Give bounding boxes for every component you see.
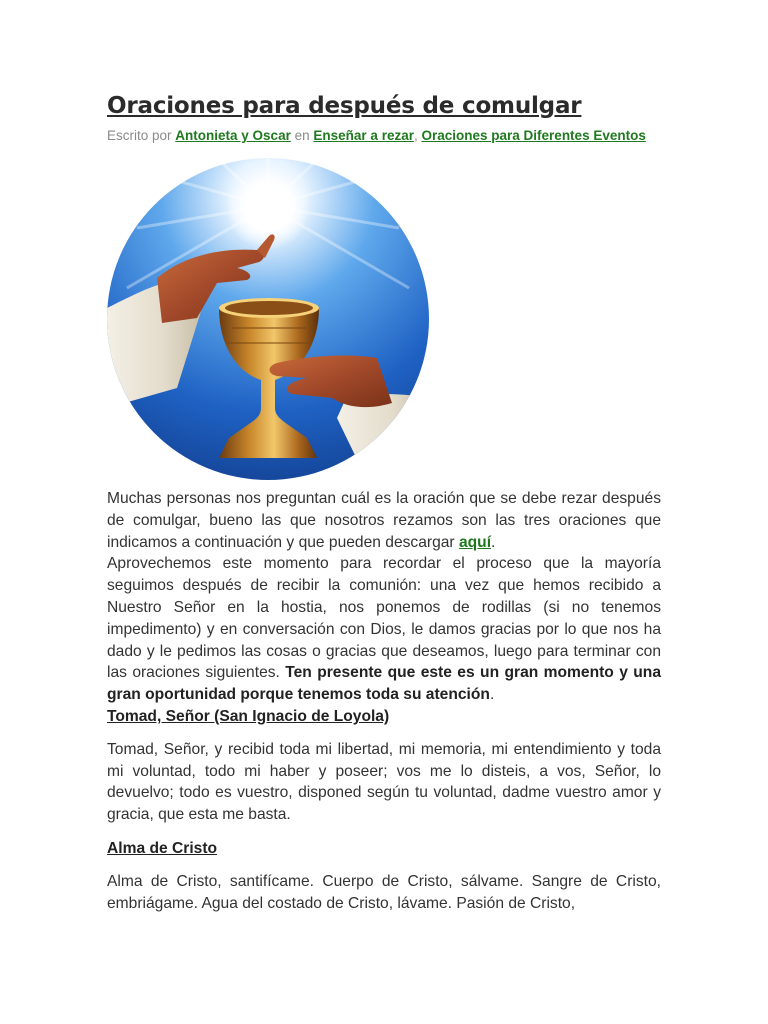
chalice-and-host-icon — [107, 158, 429, 480]
in-label: en — [294, 128, 310, 143]
intro-paragraph-1-text: Muchas personas nos preguntan cuál es la oración que se debe rezar después de comulgar, bueno las que nosotros rezamos son las tres oraciones que indicamos a continuación y que pueden descargar — [107, 490, 661, 551]
download-link[interactable]: aquí — [458, 533, 492, 551]
article-body — [107, 488, 661, 914]
article — [107, 90, 661, 914]
intro-paragraph-2-bold: Ten presente que este es un gran momento y una gran oportunidad porque tenemos toda su atención — [107, 664, 661, 704]
author-link[interactable]: Antonieta y Oscar — [175, 128, 291, 143]
section-text-alma: Alma de Cristo, santifícame. Cuerpo de Cristo, sálvame. Sangre de Cristo, embriágame. Agua del costado de Cristo, lávame. Pasión de Cristo, — [107, 872, 661, 912]
intro-paragraph-2 — [107, 553, 661, 706]
section-heading-tomad: Tomad, Señor (San Ignacio de Loyola) — [107, 707, 390, 725]
article-meta — [107, 127, 661, 145]
section-text-tomad: Tomad, Señor, y recibid toda mi libertad, mi memoria, mi entendimiento y toda mi voluntad, todo mi haber y poseer; vos me lo disteis, a vos, Señor, lo devuelvo; todo es vuestro, disponed según tu voluntad, dadme vuestro amor y gracia, que esta me basta. — [107, 740, 661, 824]
section-heading-alma: Alma de Cristo — [107, 839, 218, 857]
intro-paragraph-1 — [107, 488, 661, 553]
category-link-eventos[interactable]: Oraciones para Diferentes Eventos — [421, 128, 646, 143]
page-title: Oraciones para después de comulgar — [107, 93, 582, 119]
intro-paragraph-1-end: . — [491, 533, 496, 551]
written-by-label: Escrito por — [107, 128, 172, 143]
category-link-ensenar[interactable]: Enseñar a rezar — [313, 128, 414, 143]
category-separator: , — [413, 128, 418, 143]
intro-paragraph-2-text: Aprovechemos este momento para recordar el proceso que la mayoría seguimos después de recibir la comunión: una vez que hemos recibido a Nuestro Señor en la hostia, nos ponemos de rodillas (si no tenemos impedimento) y en conversación con Dios, le damos gracias por lo que nos ha dado y le pedimos las cosas o gracias que deseamos, luego para terminar con las oraciones siguientes. — [107, 555, 661, 682]
intro-paragraph-2-end: . — [489, 686, 495, 704]
